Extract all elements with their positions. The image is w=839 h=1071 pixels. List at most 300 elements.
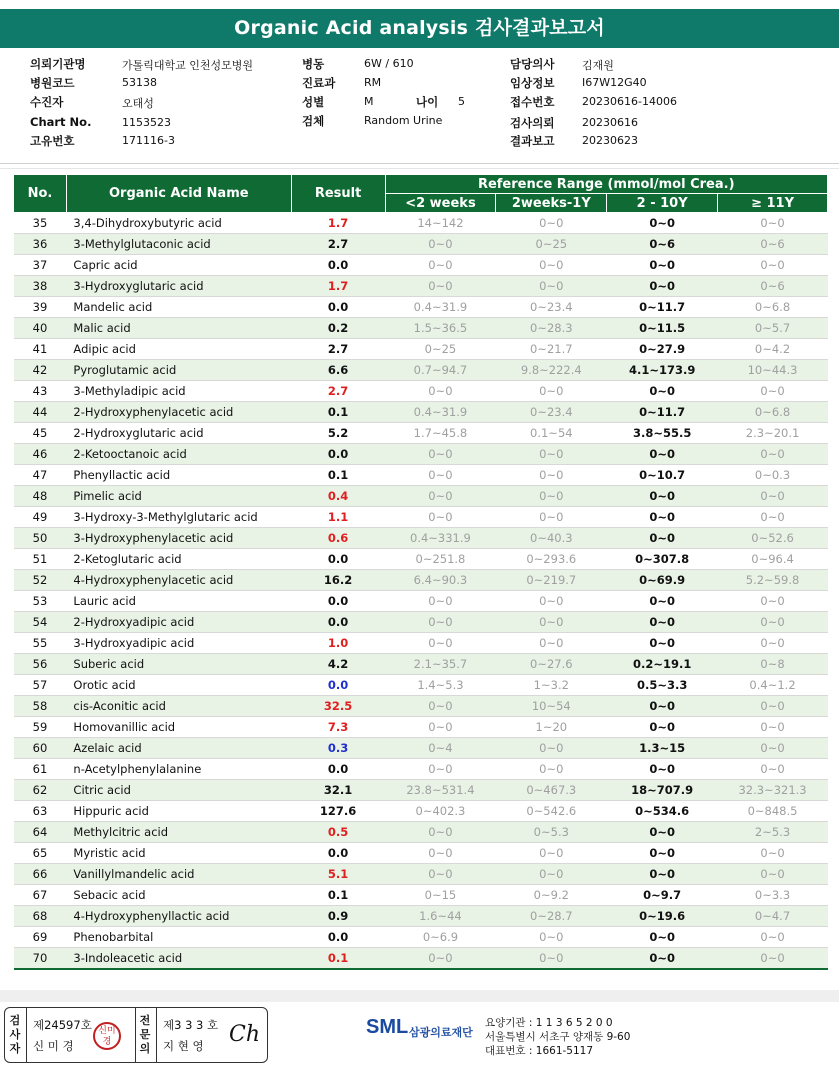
result-value: 2.7 [291,234,385,255]
row-number: 52 [14,570,67,591]
ref-under-2w: 0~0 [385,696,496,717]
result-value: 0.0 [291,612,385,633]
acid-name: 3-Hydroxyglutaric acid [66,276,291,297]
col-ref-header: Reference Range (mmol/mol Crea.) [385,175,828,194]
ref-11y-plus: 0~6 [718,276,828,297]
acid-name: 2-Hydroxyphenylacetic acid [66,402,291,423]
result-value: 0.2 [291,318,385,339]
result-value: 5.2 [291,423,385,444]
ref-2w-1y: 1~3.2 [496,675,607,696]
receipt-value: 20230616-14006 [582,95,677,108]
result-value: 0.0 [291,255,385,276]
ref-11y-plus: 0~0 [718,759,828,780]
ref-under-2w: 0~0 [385,591,496,612]
ref-2-10y: 0~19.6 [607,906,718,927]
ref-11y-plus: 0~0 [718,213,828,234]
result-value: 0.0 [291,759,385,780]
doctor-label: 담당의사 [510,57,555,71]
acid-name: Capric acid [66,255,291,276]
result-value: 32.1 [291,780,385,801]
ref-11y-plus: 0~0 [718,486,828,507]
ref-2-10y: 3.8~55.5 [607,423,718,444]
ref-under-2w: 0~0 [385,381,496,402]
ref-11y-plus: 0~4.7 [718,906,828,927]
row-number: 70 [14,948,67,969]
result-value: 0.1 [291,948,385,969]
result-value: 1.7 [291,213,385,234]
acid-name: Pyroglutamic acid [66,360,291,381]
table-row [14,906,828,927]
chart-label: Chart No. [30,115,92,129]
ref-2-10y: 0~10.7 [607,465,718,486]
result-value: 7.3 [291,717,385,738]
clinical-value: I67W12G40 [582,76,647,89]
ref-2-10y: 0~0 [607,381,718,402]
ref-11y-plus: 0~0 [718,381,828,402]
row-number: 36 [14,234,67,255]
acid-name: Myristic acid [66,843,291,864]
table-row [14,549,828,570]
table-row [14,507,828,528]
row-number: 38 [14,276,67,297]
table-row [14,339,828,360]
acid-name: Hippuric acid [66,801,291,822]
ref-2w-1y: 0~0 [496,276,607,297]
ref-col-header: 2 - 10Y [607,194,718,213]
ref-2-10y: 0~9.7 [607,885,718,906]
acid-name: 2-Ketooctanoic acid [66,444,291,465]
ref-under-2w: 0~0 [385,486,496,507]
ref-2-10y: 0~0 [607,948,718,969]
acid-name: cis-Aconitic acid [66,696,291,717]
table-row [14,675,828,696]
ref-2-10y: 0~0 [607,864,718,885]
ref-2-10y: 0~0 [607,486,718,507]
row-number: 63 [14,801,67,822]
result-value: 0.0 [291,549,385,570]
acid-name: Phenyllactic acid [66,465,291,486]
ref-11y-plus: 0~0 [718,738,828,759]
ref-2w-1y: 1~20 [496,717,607,738]
table-row [14,444,828,465]
ref-2-10y: 0~0 [607,276,718,297]
result-value: 1.1 [291,507,385,528]
ref-under-2w: 0.4~31.9 [385,297,496,318]
ref-under-2w: 0~0 [385,759,496,780]
row-number: 66 [14,864,67,885]
ref-11y-plus: 0~8 [718,654,828,675]
hospital-code-label: 병원코드 [30,76,75,90]
col-result-header: Result [291,175,385,213]
row-number: 43 [14,381,67,402]
table-row [14,843,828,864]
reviewer-signature: Ch [229,1022,261,1047]
age-value: 5 [458,95,465,108]
ref-11y-plus: 2~5.3 [718,822,828,843]
result-value: 0.3 [291,738,385,759]
ref-2-10y: 0~0 [607,633,718,654]
ref-2-10y: 0~69.9 [607,570,718,591]
acid-name: 3-Methylglutaconic acid [66,234,291,255]
ref-2w-1y: 0~5.3 [496,822,607,843]
ref-11y-plus: 0~0 [718,591,828,612]
ref-2w-1y: 0~0 [496,864,607,885]
ref-under-2w: 0~0 [385,276,496,297]
ref-11y-plus: 0~0 [718,255,828,276]
ref-11y-plus: 0~6.8 [718,402,828,423]
acid-name: Citric acid [66,780,291,801]
ref-under-2w: 0~402.3 [385,801,496,822]
ref-2w-1y: 0~28.7 [496,906,607,927]
ref-under-2w: 0~0 [385,444,496,465]
ref-2-10y: 0~11.5 [607,318,718,339]
ref-2w-1y: 0~0 [496,255,607,276]
ref-2w-1y: 0~0 [496,507,607,528]
ref-2-10y: 0~0 [607,591,718,612]
footer-band [0,990,839,1002]
table-row [14,759,828,780]
row-number: 60 [14,738,67,759]
ref-2w-1y: 0~0 [496,927,607,948]
patient-info [0,56,839,152]
acid-name: Adipic acid [66,339,291,360]
result-value: 0.1 [291,465,385,486]
col-name-header: Organic Acid Name [66,175,291,213]
seal-text: 신미경 [98,1026,116,1047]
table-row [14,465,828,486]
ref-2w-1y: 0~0 [496,738,607,759]
ref-under-2w: 0~6.9 [385,927,496,948]
ref-under-2w: 1.6~44 [385,906,496,927]
ref-11y-plus: 0~0 [718,843,828,864]
result-value: 0.0 [291,843,385,864]
ref-11y-plus: 0~52.6 [718,528,828,549]
request-value: 20230616 [582,116,638,129]
ref-2w-1y: 0~28.3 [496,318,607,339]
results-body [14,213,828,969]
ref-2-10y: 0~0 [607,528,718,549]
ref-11y-plus: 0~0 [718,717,828,738]
ref-2w-1y: 9.8~222.4 [496,360,607,381]
ref-2-10y: 0~27.9 [607,339,718,360]
acid-name: Lauric acid [66,591,291,612]
table-row [14,780,828,801]
tester-vert-text: 검 사 자 [9,1014,21,1055]
ref-2-10y: 4.1~173.9 [607,360,718,381]
divider [26,1008,27,1062]
table-row [14,885,828,906]
ref-under-2w: 2.1~35.7 [385,654,496,675]
ref-under-2w: 0.4~31.9 [385,402,496,423]
table-row [14,402,828,423]
institution-street: 서울특별시 서초구 양재동 9-60 [485,1031,631,1043]
ref-11y-plus: 0.4~1.2 [718,675,828,696]
table-row [14,822,828,843]
result-value: 0.0 [291,927,385,948]
row-number: 62 [14,780,67,801]
row-number: 51 [14,549,67,570]
table-row [14,276,828,297]
row-number: 37 [14,255,67,276]
ref-11y-plus: 0~6.8 [718,297,828,318]
ref-2-10y: 0.2~19.1 [607,654,718,675]
ref-under-2w: 14~142 [385,213,496,234]
sex-label: 성별 [302,95,325,109]
table-row [14,591,828,612]
row-number: 40 [14,318,67,339]
ref-2w-1y: 0~0 [496,591,607,612]
chart-value: 1153523 [122,116,171,129]
ref-2w-1y: 0~0 [496,444,607,465]
ref-2w-1y: 0~293.6 [496,549,607,570]
patient-label: 수진자 [30,95,64,109]
ref-2w-1y: 0~0 [496,486,607,507]
acid-name: Pimelic acid [66,486,291,507]
row-number: 42 [14,360,67,381]
acid-name: Mandelic acid [66,297,291,318]
ref-2w-1y: 0~23.4 [496,402,607,423]
ref-under-2w: 0~4 [385,738,496,759]
ref-under-2w: 1.4~5.3 [385,675,496,696]
institution-value: 가톨릭대학교 인천성모병원 [122,59,254,72]
result-value: 127.6 [291,801,385,822]
ref-2-10y: 0~0 [607,759,718,780]
ref-2w-1y: 0~0 [496,759,607,780]
acid-name: Suberic acid [66,654,291,675]
ref-11y-plus: 10~44.3 [718,360,828,381]
table-row [14,255,828,276]
ref-under-2w: 23.8~531.4 [385,780,496,801]
ref-under-2w: 0~0 [385,507,496,528]
ref-11y-plus: 0~0 [718,444,828,465]
table-row [14,948,828,969]
result-value: 0.1 [291,402,385,423]
unique-label: 고유번호 [30,134,75,148]
ref-2-10y: 0~0 [607,717,718,738]
table-row [14,717,828,738]
acid-name: 3-Hydroxyphenylacetic acid [66,528,291,549]
table-row [14,528,828,549]
report-value: 20230623 [582,134,638,147]
table-row [14,381,828,402]
row-number: 47 [14,465,67,486]
ref-11y-plus: 0~96.4 [718,549,828,570]
ref-2w-1y: 0.1~54 [496,423,607,444]
ref-col-header: 2weeks-1Y [496,194,607,213]
table-row [14,612,828,633]
row-number: 54 [14,612,67,633]
result-value: 1.0 [291,633,385,654]
ref-2-10y: 0~0 [607,507,718,528]
ref-2w-1y: 0~219.7 [496,570,607,591]
result-value: 6.6 [291,360,385,381]
table-row [14,738,828,759]
acid-name: 3-Hydroxyadipic acid [66,633,291,654]
ref-11y-plus: 0~0 [718,927,828,948]
acid-name: 2-Hydroxyadipic acid [66,612,291,633]
acid-name: 2-Hydroxyglutaric acid [66,423,291,444]
ref-under-2w: 0~0 [385,864,496,885]
ref-11y-plus: 0~0 [718,507,828,528]
ref-2-10y: 0~0 [607,927,718,948]
specimen-label: 검체 [302,114,325,128]
table-row [14,696,828,717]
ref-11y-plus: 0~5.7 [718,318,828,339]
ref-2-10y: 1.3~15 [607,738,718,759]
tester-name: 신 미 경 [33,1039,74,1053]
table-row [14,654,828,675]
ref-2w-1y: 0~0 [496,213,607,234]
institution-code: 요양기관 : 1 1 3 6 5 2 0 0 [485,1017,613,1029]
acid-name: Methylcitric acid [66,822,291,843]
row-number: 58 [14,696,67,717]
ref-2-10y: 0~0 [607,822,718,843]
signature-box [4,1007,268,1063]
ref-2-10y: 0.5~3.3 [607,675,718,696]
results-table [13,174,828,970]
ref-under-2w: 6.4~90.3 [385,570,496,591]
result-value: 0.0 [291,591,385,612]
ref-11y-plus: 0~4.2 [718,339,828,360]
result-value: 0.5 [291,822,385,843]
ref-11y-plus: 5.2~59.8 [718,570,828,591]
ref-under-2w: 0~0 [385,717,496,738]
row-number: 59 [14,717,67,738]
sml-logo [366,1016,473,1039]
dept-value: RM [364,76,382,89]
acid-name: Orotic acid [66,675,291,696]
unique-value: 171116-3 [122,134,175,147]
institution-address [485,1016,630,1058]
specimen-value: Random Urine [364,114,443,127]
table-row [14,318,828,339]
ref-under-2w: 0~15 [385,885,496,906]
ref-under-2w: 0~25 [385,339,496,360]
acid-name: 4-Hydroxyphenylacetic acid [66,570,291,591]
ref-2-10y: 0~0 [607,255,718,276]
row-number: 39 [14,297,67,318]
dept-label: 진료과 [302,76,336,90]
result-value: 0.1 [291,885,385,906]
row-number: 49 [14,507,67,528]
table-row [14,360,828,381]
ref-2w-1y: 0~0 [496,948,607,969]
row-number: 48 [14,486,67,507]
sex-value: M [364,95,374,108]
row-number: 45 [14,423,67,444]
result-value: 0.6 [291,528,385,549]
ref-2-10y: 0~0 [607,843,718,864]
col-no-header: No. [14,175,67,213]
ref-under-2w: 1.5~36.5 [385,318,496,339]
receipt-label: 접수번호 [510,95,555,109]
table-row [14,927,828,948]
ref-11y-plus: 0~3.3 [718,885,828,906]
row-number: 67 [14,885,67,906]
acid-name: Azelaic acid [66,738,291,759]
request-label: 검사의뢰 [510,116,555,130]
ref-2-10y: 0~0 [607,444,718,465]
ref-2w-1y: 0~0 [496,633,607,654]
result-value: 2.7 [291,339,385,360]
ref-2-10y: 0~307.8 [607,549,718,570]
ref-2w-1y: 0~467.3 [496,780,607,801]
table-row [14,801,828,822]
reviewer-vert-text: 전 문 의 [139,1014,151,1055]
ref-2w-1y: 0~40.3 [496,528,607,549]
report-label: 결과보고 [510,134,555,148]
ref-11y-plus: 0~0 [718,633,828,654]
result-value: 2.7 [291,381,385,402]
acid-name: 2-Ketoglutaric acid [66,549,291,570]
logo-name: 삼광의료재단 [409,1026,473,1039]
ref-under-2w: 0~0 [385,255,496,276]
logo-mark: SML [366,1016,409,1038]
row-number: 65 [14,843,67,864]
patient-value: 오태성 [122,97,154,110]
ref-2w-1y: 10~54 [496,696,607,717]
ref-under-2w: 0~0 [385,633,496,654]
row-number: 44 [14,402,67,423]
result-value: 5.1 [291,864,385,885]
tester-vertical-label [8,1014,22,1056]
ref-2w-1y: 0~542.6 [496,801,607,822]
acid-name: 4-Hydroxyphenyllactic acid [66,906,291,927]
ref-11y-plus: 0~0 [718,612,828,633]
tester-seal-stamp [93,1022,121,1050]
hospital-code-value: 53138 [122,76,157,89]
row-number: 41 [14,339,67,360]
acid-name: Homovanillic acid [66,717,291,738]
row-number: 46 [14,444,67,465]
row-number: 64 [14,822,67,843]
row-number: 69 [14,927,67,948]
divider [135,1008,136,1062]
ref-col-header: ≥ 11Y [718,194,828,213]
table-row [14,423,828,444]
row-number: 55 [14,633,67,654]
ref-11y-plus: 32.3~321.3 [718,780,828,801]
result-value: 0.0 [291,675,385,696]
ref-2w-1y: 0~27.6 [496,654,607,675]
divider [0,163,839,164]
table-row [14,297,828,318]
ref-under-2w: 0.7~94.7 [385,360,496,381]
reviewer-name: 지 현 영 [163,1039,204,1053]
ref-2-10y: 0~11.7 [607,297,718,318]
institution-label: 의뢰기관명 [30,57,86,71]
acid-name: 3-Methyladipic acid [66,381,291,402]
table-row [14,633,828,654]
ref-under-2w: 0~0 [385,822,496,843]
divider [156,1008,157,1062]
result-value: 0.0 [291,444,385,465]
tester-license: 제24597호 [33,1018,92,1032]
doctor-value: 김재원 [582,59,614,72]
acid-name: Sebacic acid [66,885,291,906]
row-number: 57 [14,675,67,696]
ref-under-2w: 0~0 [385,612,496,633]
ref-2-10y: 0~534.6 [607,801,718,822]
ref-2-10y: 0~0 [607,612,718,633]
ref-under-2w: 0~0 [385,465,496,486]
divider [0,168,839,169]
ref-2w-1y: 0~0 [496,843,607,864]
acid-name: n-Acetylphenylalanine [66,759,291,780]
reviewer-vertical-label [138,1014,152,1056]
acid-name: Phenobarbital [66,927,291,948]
ref-11y-plus: 0~0 [718,696,828,717]
